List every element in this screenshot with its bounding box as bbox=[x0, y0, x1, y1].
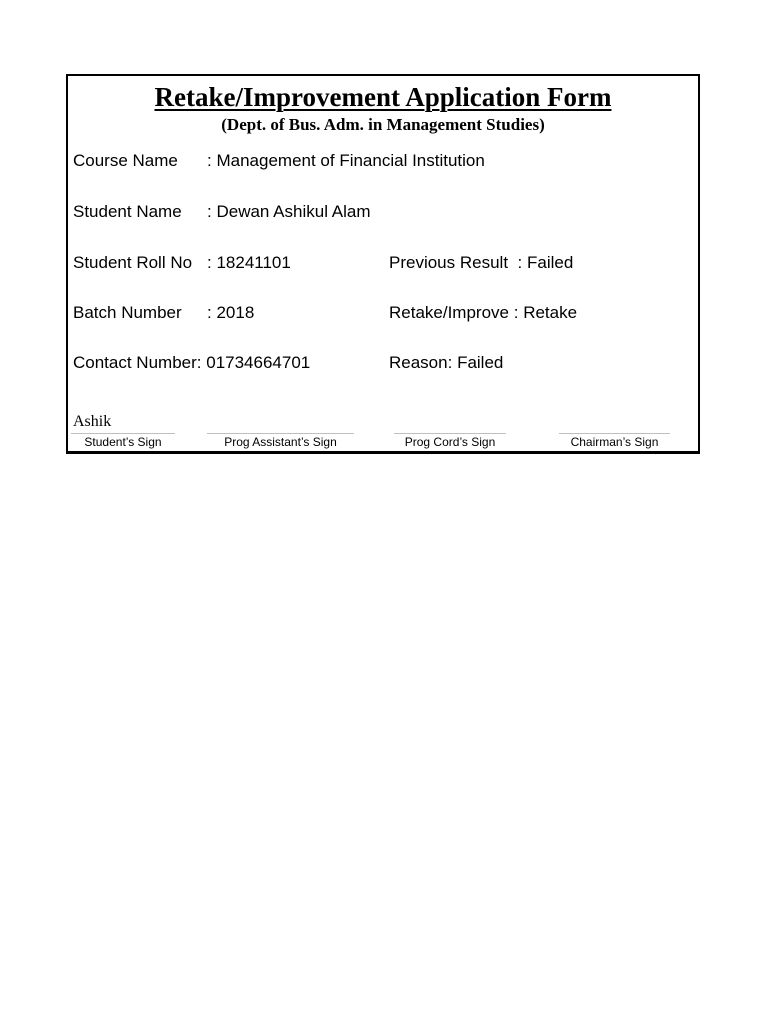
student-signature: Ashik bbox=[73, 413, 112, 430]
student-roll-label: Student Roll No bbox=[73, 253, 193, 272]
contact-number-value: 01734664701 bbox=[206, 353, 311, 372]
prog-cord-sign-label: Prog Cord’s Sign bbox=[404, 435, 496, 449]
chairman-sign-line bbox=[559, 433, 670, 454]
student-name-field bbox=[73, 201, 371, 223]
course-name-field bbox=[73, 150, 485, 172]
application-form bbox=[66, 74, 700, 454]
course-name-value: Management of Financial Institution bbox=[216, 151, 485, 170]
student-name-separator: : bbox=[207, 202, 212, 221]
prog-cord-sign-line bbox=[394, 433, 506, 454]
batch-number-field bbox=[73, 302, 254, 324]
batch-number-value: 2018 bbox=[216, 303, 255, 322]
student-sign-label: Student’s Sign bbox=[84, 435, 162, 449]
form-title: Retake/Improvement Application Form bbox=[154, 82, 612, 112]
previous-result-separator: : bbox=[517, 253, 523, 272]
chairman-sign-label: Chairman’s Sign bbox=[570, 435, 659, 449]
student-name-value: Dewan Ashikul Alam bbox=[216, 202, 371, 221]
contact-number-label: Contact Number: bbox=[73, 353, 202, 372]
student-sign-line bbox=[71, 433, 175, 454]
batch-number-separator: : bbox=[207, 303, 212, 322]
retake-improve-value: Retake bbox=[523, 303, 578, 322]
prog-assistant-sign-line bbox=[207, 433, 354, 454]
student-name-label: Student Name bbox=[73, 202, 182, 221]
retake-improve-field bbox=[389, 302, 577, 324]
student-roll-value: 18241101 bbox=[216, 253, 291, 272]
form-subtitle: (Dept. of Bus. Adm. in Management Studies) bbox=[221, 115, 545, 134]
course-name-label: Course Name bbox=[73, 151, 178, 170]
reason-label: Reason: bbox=[389, 353, 453, 372]
student-roll-field bbox=[73, 252, 291, 274]
student-roll-separator: : bbox=[207, 253, 212, 272]
retake-improve-label: Retake/Improve bbox=[389, 303, 509, 322]
course-name-separator: : bbox=[207, 151, 212, 170]
prog-assistant-sign-label: Prog Assistant’s Sign bbox=[224, 435, 337, 449]
retake-improve-separator: : bbox=[513, 303, 519, 322]
reason-field bbox=[389, 352, 503, 374]
contact-number-field bbox=[73, 352, 310, 374]
batch-number-label: Batch Number bbox=[73, 303, 182, 322]
previous-result-label: Previous Result bbox=[389, 253, 509, 272]
previous-result-value: Failed bbox=[526, 253, 574, 272]
reason-value: Failed bbox=[457, 353, 504, 372]
previous-result-field bbox=[389, 252, 573, 274]
